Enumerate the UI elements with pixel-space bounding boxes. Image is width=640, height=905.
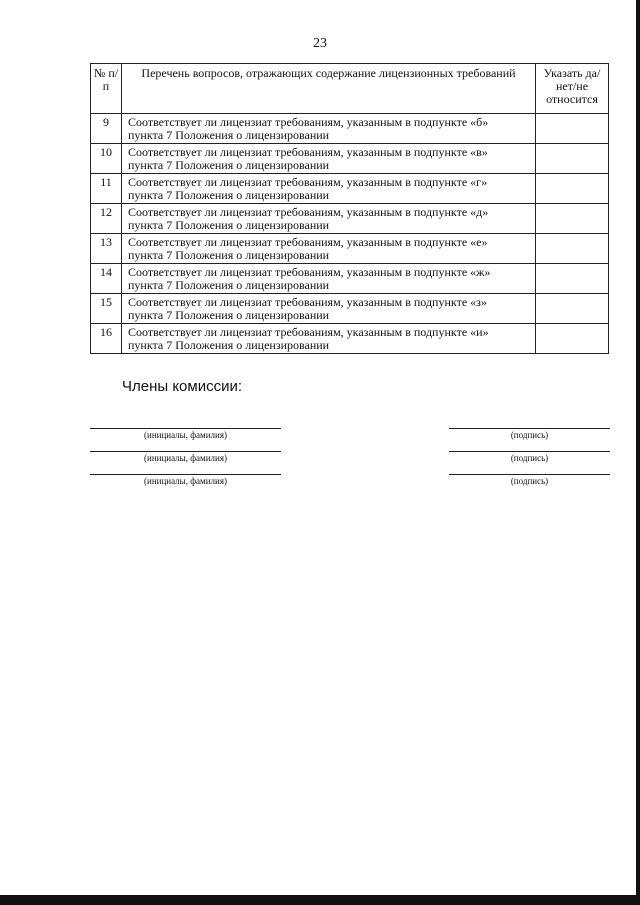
table-row: [91, 204, 609, 234]
question-line: пункта 7 Положения о лицензировании: [128, 338, 330, 352]
question-line: пункта 7 Положения о лицензировании: [128, 128, 330, 142]
question-line: Соответствует ли лицензиат требованиям, указанным в подпункте «д»: [128, 205, 489, 219]
row-question: [122, 174, 536, 204]
table-row: [91, 234, 609, 264]
page-number: 23: [313, 36, 327, 51]
answer-cell[interactable]: [536, 174, 609, 204]
header-answer: Указать да/нет/не относится: [536, 64, 609, 114]
question-line: Соответствует ли лицензиат требованиям, указанным в подпункте «з»: [128, 295, 487, 309]
row-number: 11: [91, 174, 122, 204]
page-border-bottom: [0, 895, 640, 905]
row-number: 13: [91, 234, 122, 264]
row-question: [122, 234, 536, 264]
question-line: пункта 7 Положения о лицензировании: [128, 188, 330, 202]
name-caption: (инициалы, фамилия): [144, 430, 227, 440]
signature-caption: (подпись): [510, 476, 549, 486]
signature-caption: (подпись): [510, 430, 549, 440]
question-line: пункта 7 Положения о лицензировании: [128, 278, 330, 292]
answer-cell[interactable]: [536, 294, 609, 324]
name-caption: (инициалы, фамилия): [144, 453, 227, 463]
question-line: пункта 7 Положения о лицензировании: [128, 308, 330, 322]
row-question: [122, 324, 536, 354]
question-line: Соответствует ли лицензиат требованиям, указанным в подпункте «в»: [128, 145, 488, 159]
name-line[interactable]: [90, 474, 281, 475]
row-number: 15: [91, 294, 122, 324]
table-row: [91, 264, 609, 294]
table-row: [91, 174, 609, 204]
commission-title: Члены комиссии:: [122, 378, 243, 395]
name-caption: (инициалы, фамилия): [144, 476, 227, 486]
question-line: Соответствует ли лицензиат требованиям, указанным в подпункте «е»: [128, 235, 488, 249]
row-question: [122, 264, 536, 294]
signature-line[interactable]: [449, 451, 610, 452]
answer-cell[interactable]: [536, 204, 609, 234]
signature-caption: (подпись): [510, 453, 549, 463]
question-line: Соответствует ли лицензиат требованиям, указанным в подпункте «б»: [128, 115, 489, 129]
question-line: пункта 7 Положения о лицензировании: [128, 248, 330, 262]
header-questions: Перечень вопросов, отражающих содержание лицензионных требований: [122, 64, 536, 114]
row-number: 10: [91, 144, 122, 174]
row-number: 9: [91, 114, 122, 144]
signature-line[interactable]: [449, 428, 610, 429]
table-row: [91, 144, 609, 174]
table-row: [91, 324, 609, 354]
signature-line[interactable]: [449, 474, 610, 475]
answer-cell[interactable]: [536, 234, 609, 264]
row-question: [122, 114, 536, 144]
answer-cell[interactable]: [536, 324, 609, 354]
row-question: [122, 144, 536, 174]
row-number: 16: [91, 324, 122, 354]
row-number: 14: [91, 264, 122, 294]
answer-cell[interactable]: [536, 144, 609, 174]
row-question: [122, 204, 536, 234]
row-question: [122, 294, 536, 324]
answer-cell[interactable]: [536, 264, 609, 294]
answer-cell[interactable]: [536, 114, 609, 144]
question-line: пункта 7 Положения о лицензировании: [128, 158, 330, 172]
requirements-table: [90, 63, 609, 354]
table-header-row: [91, 64, 609, 114]
table-row: [91, 114, 609, 144]
header-number: № п/п: [91, 64, 122, 114]
page-border-right: [636, 0, 640, 905]
question-line: Соответствует ли лицензиат требованиям, указанным в подпункте «и»: [128, 325, 489, 339]
question-line: пункта 7 Положения о лицензировании: [128, 218, 330, 232]
table-row: [91, 294, 609, 324]
name-line[interactable]: [90, 451, 281, 452]
question-line: Соответствует ли лицензиат требованиям, указанным в подпункте «г»: [128, 175, 488, 189]
question-line: Соответствует ли лицензиат требованиям, указанным в подпункте «ж»: [128, 265, 491, 279]
row-number: 12: [91, 204, 122, 234]
name-line[interactable]: [90, 428, 281, 429]
